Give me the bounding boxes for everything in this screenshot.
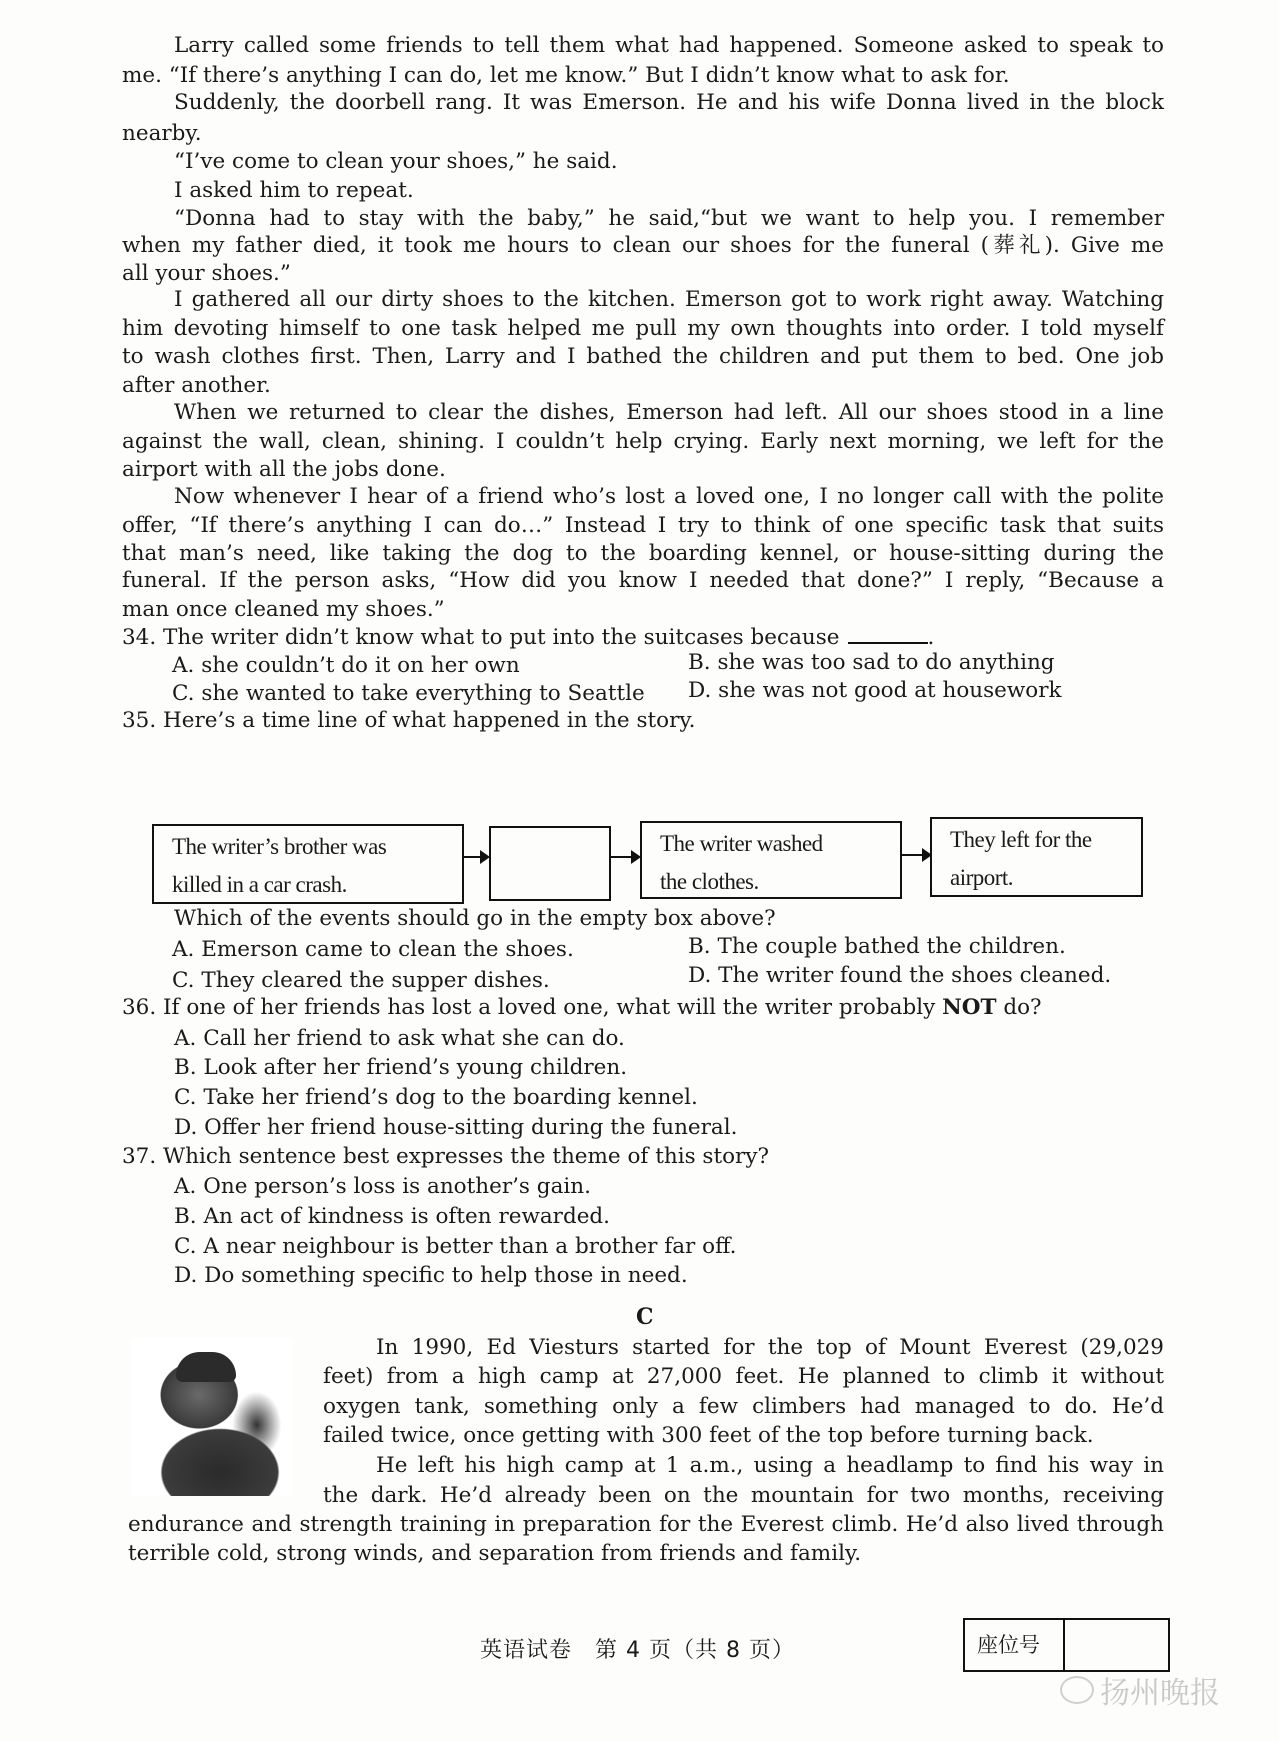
timeline-box-empty — [489, 826, 611, 901]
arrow-right-icon — [464, 856, 488, 858]
passage-line: When we returned to clear the dishes, Emerson had left. All our shoes stood in a line — [174, 400, 1164, 425]
seat-number-field[interactable] — [1065, 1620, 1168, 1670]
option-text: she couldn’t do it on her own — [201, 653, 520, 678]
passage-line: Larry called some friends to tell them what had happened. Someone asked to speak to — [174, 33, 1164, 58]
answer-blank — [848, 622, 928, 644]
option-d[interactable] — [174, 1113, 737, 1143]
seat-number-label: 座位号 — [965, 1620, 1065, 1670]
option-b[interactable] — [688, 648, 1055, 678]
arrow-right-icon — [902, 854, 930, 856]
timeline-box-1 — [152, 824, 464, 904]
question-stem — [122, 1142, 769, 1172]
question-emphasis: NOT — [942, 995, 997, 1020]
passage-line: Now whenever I hear of a friend who’s lost a loved one, I no longer call with the polite — [174, 484, 1164, 509]
option-c[interactable] — [174, 1232, 736, 1262]
option-d[interactable] — [174, 1261, 688, 1291]
option-text: An act of kindness is often rewarded. — [203, 1204, 611, 1229]
question-stem — [122, 993, 1042, 1023]
watermark — [1060, 1668, 1220, 1712]
question-text: Which sentence best expresses the theme of this story? — [163, 1144, 770, 1169]
timeline-text: killed in a car crash. — [172, 872, 347, 897]
option-letter: D. — [174, 1115, 198, 1140]
timeline-text: They left for the — [950, 827, 1092, 852]
option-letter: D. — [688, 963, 712, 988]
option-b[interactable] — [688, 932, 1066, 962]
passage-line: the dark. He’d already been on the mountain for two months, receiving — [323, 1483, 1164, 1508]
option-letter: D. — [174, 1263, 198, 1288]
option-letter: D. — [688, 678, 712, 703]
passage-line: “I’ve come to clean your shoes,” he said. — [174, 149, 618, 174]
timeline-text: the clothes. — [660, 869, 759, 894]
passage-line: airport with all the jobs done. — [122, 457, 446, 482]
timeline-box-3 — [640, 821, 902, 899]
passage-line: feet) from a high camp at 27,000 feet. He planned to climb it without — [323, 1364, 1164, 1389]
passage-line: failed twice, once getting with 300 feet of the top before turning back. — [323, 1423, 1094, 1448]
option-text: The couple bathed the children. — [717, 934, 1066, 959]
option-c[interactable] — [174, 1083, 698, 1113]
seat-number-box — [963, 1618, 1170, 1672]
passage-line: offer, “If there’s anything I can do…” Instead I try to think of one specific task that suits — [122, 513, 1164, 538]
timeline-text: The writer washed — [660, 831, 823, 856]
question-number: 34. — [122, 625, 157, 650]
passage-line: “Donna had to stay with the baby,” he said,“but we want to help you. I remember — [174, 206, 1164, 231]
watermark-text: 扬州晚报 — [1100, 1676, 1220, 1711]
option-text: The writer found the shoes cleaned. — [718, 963, 1112, 988]
question-punct: . — [927, 625, 935, 650]
passage-line: all your shoes.” — [122, 261, 291, 286]
option-a[interactable] — [172, 651, 520, 681]
option-d[interactable] — [688, 676, 1062, 706]
option-letter: C. — [174, 1234, 197, 1259]
passage-line: him devoting himself to one task helped me pull my own thoughts into order. I told myself — [122, 316, 1164, 341]
passage-line: Suddenly, the doorbell rang. It was Emerson. He and his wife Donna lived in the block — [174, 90, 1164, 115]
option-text: Look after her friend’s young children. — [203, 1055, 628, 1080]
option-letter: A. — [174, 1026, 197, 1051]
passage-line: that man’s need, like taking the dog to the boarding kennel, or house-sitting during the — [122, 541, 1164, 566]
passage-line: funeral. If the person asks, “How did you know I needed that done?” I reply, “Because a — [122, 568, 1164, 593]
option-text: They cleared the supper dishes. — [201, 968, 550, 993]
passage-line: against the wall, clean, shining. I couldn’t help crying. Early next morning, we left for the — [122, 429, 1164, 454]
option-text: she was not good at housework — [718, 678, 1062, 703]
option-d[interactable] — [688, 961, 1111, 991]
arrow-right-icon — [611, 856, 639, 858]
option-letter: C. — [172, 681, 195, 706]
passage-line: terrible cold, strong winds, and separation from friends and family. — [128, 1541, 862, 1566]
option-text: One person’s loss is another’s gain. — [203, 1174, 591, 1199]
option-c[interactable] — [172, 679, 645, 709]
question-text: Here’s a time line of what happened in the story. — [163, 708, 696, 733]
option-letter: B. — [688, 650, 711, 675]
option-a[interactable] — [172, 935, 574, 965]
passage-line: when my father died, it took me hours to clean our shoes for the funeral (葬礼). Give me — [122, 233, 1164, 258]
question-text: do? — [1003, 995, 1042, 1020]
option-letter: B. — [174, 1204, 197, 1229]
option-text: Call her friend to ask what she can do. — [203, 1026, 625, 1051]
option-a[interactable] — [174, 1024, 625, 1054]
question-number: 37. — [122, 1144, 157, 1169]
passage-line: He left his high camp at 1 a.m., using a headlamp to find his way in — [376, 1453, 1164, 1478]
question-stem — [122, 706, 695, 736]
timeline-box-4 — [930, 817, 1143, 897]
wechat-icon — [1060, 1676, 1094, 1704]
option-text: Do something specific to help those in need. — [204, 1263, 688, 1288]
passage-line: man once cleaned my shoes.” — [122, 597, 445, 622]
option-letter: B. — [688, 934, 711, 959]
option-letter: A. — [174, 1174, 197, 1199]
option-b[interactable] — [174, 1053, 627, 1083]
timeline-text: airport. — [950, 865, 1014, 890]
question-text: If one of her friends has lost a loved one, what will the writer probably — [163, 995, 936, 1020]
question-number: 36. — [122, 995, 157, 1020]
option-c[interactable] — [172, 966, 550, 996]
passage-line: In 1990, Ed Viesturs started for the top of Mount Everest (29,029 — [376, 1335, 1164, 1360]
option-letter: C. — [172, 968, 195, 993]
option-text: she wanted to take everything to Seattle — [201, 681, 645, 706]
section-heading: C — [636, 1304, 654, 1330]
option-letter: B. — [174, 1055, 197, 1080]
passage-line: I asked him to repeat. — [174, 178, 414, 203]
option-letter: C. — [174, 1085, 197, 1110]
option-a[interactable] — [174, 1172, 591, 1202]
passage-line: to wash clothes first. Then, Larry and I bathed the children and put them to bed. One job — [122, 344, 1164, 369]
passage-line: endurance and strength training in preparation for the Everest climb. He’d also lived through — [128, 1512, 1164, 1537]
option-text: Take her friend’s dog to the boarding kennel. — [203, 1085, 698, 1110]
portrait-photo — [132, 1338, 292, 1496]
question-text: The writer didn’t know what to put into the suitcases because — [163, 625, 840, 650]
option-text: she was too sad to do anything — [717, 650, 1055, 675]
passage-line: after another. — [122, 373, 271, 398]
option-b[interactable] — [174, 1202, 610, 1232]
option-text: Emerson came to clean the shoes. — [201, 937, 574, 962]
question-sub-stem: Which of the events should go in the empty box above? — [174, 906, 776, 931]
option-letter: A. — [172, 937, 195, 962]
option-text: Offer her friend house-sitting during the funeral. — [204, 1115, 738, 1140]
page-number-label: 英语试卷 第 4 页（共 8 页） — [480, 1638, 795, 1663]
passage-line: I gathered all our dirty shoes to the kitchen. Emerson got to work right away. Watching — [174, 287, 1164, 312]
option-text: A near neighbour is better than a brother far off. — [203, 1234, 737, 1259]
passage-line: nearby. — [122, 121, 202, 146]
timeline-text: The writer’s brother was — [172, 834, 387, 859]
passage-line: oxygen tank, something only a few climbers had managed to do. He’d — [323, 1394, 1164, 1419]
option-letter: A. — [172, 653, 195, 678]
passage-line: me. “If there’s anything I can do, let me know.” But I didn’t know what to ask for. — [122, 63, 1010, 88]
question-number: 35. — [122, 708, 157, 733]
